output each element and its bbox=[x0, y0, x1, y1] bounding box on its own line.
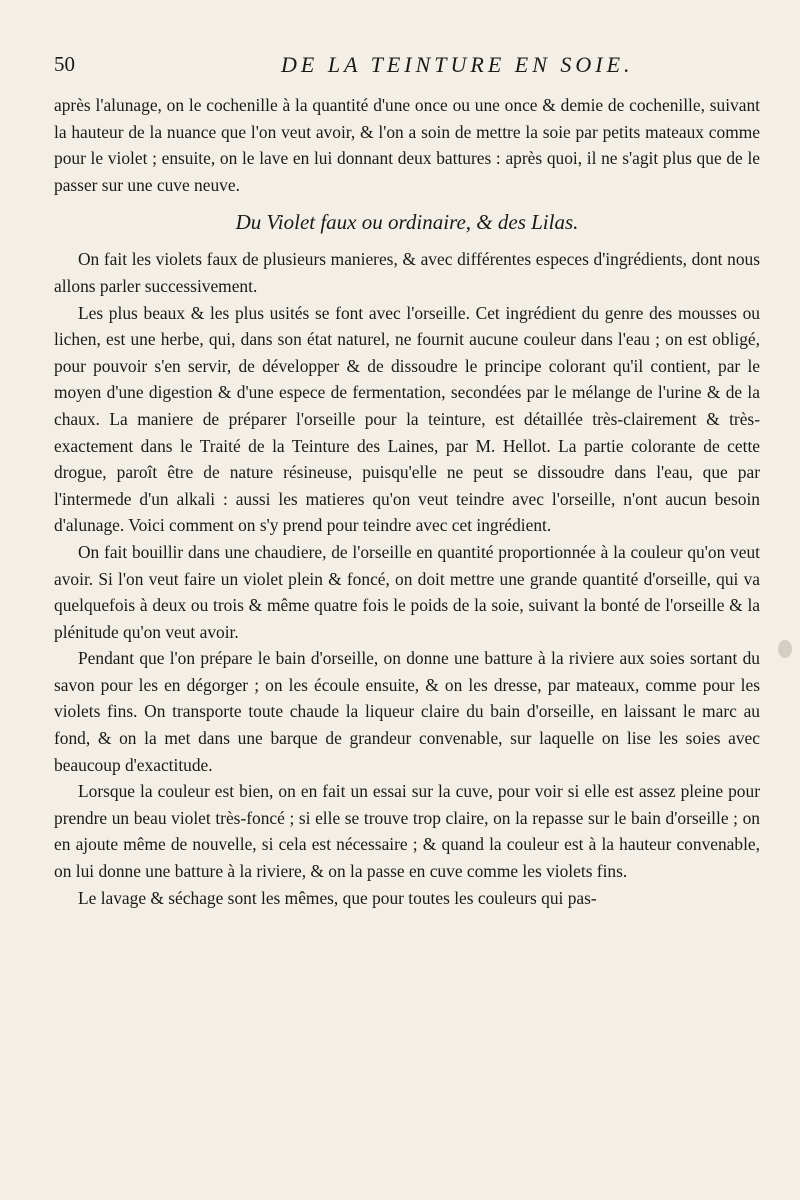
page-header bbox=[54, 52, 760, 92]
paper-stain bbox=[778, 640, 792, 658]
paragraph-5: Pendant que l'on prépare le bain d'orseille, on donne une batture à la riviere aux soies sortant du savon pour les en dégorger ; on les écoule ensuite, & on les dresse, par mateaux, comme pour les violets fins. On transporte toute chaude la liqueur claire du bain d'orseille, en laissant le marc au fond, & on la met dans une barque de grandeur convenable, sur laquelle on lise les soies avec beaucoup d'exactitude. bbox=[54, 648, 760, 775]
paragraph-1: après l'alunage, on le cochenille à la quantité d'une once ou une once & demie de cochenille, suivant la hauteur de la nuance que l'on veut avoir, & l'on a soin de mettre la soie par petits mateaux comme pour le violet ; ensuite, on le lave en lui donnant deux battures : après quoi, il ne s'agit plus que de le passer sur une cuve neuve. bbox=[54, 95, 760, 195]
paragraph-6: Lorsque la couleur est bien, on en fait un essai sur la cuve, pour voir si elle est assez pleine pour prendre un beau violet très-foncé ; si elle se trouve trop claire, on la repasse sur le bain d'orseille ; on en ajoute même de nouvelle, si cela est nécessaire ; & quand la couleur est à la hauteur convenable, on lui donne une batture à la riviere, & on la passe en cuve comme les violets fins. bbox=[54, 781, 760, 882]
paragraph-2: On fait les violets faux de plusieurs manieres, & avec différentes especes d'ingrédients, dont nous allons parler successivement. bbox=[54, 249, 760, 296]
paragraph-4: On fait bouillir dans une chaudiere, de l'orseille en quantité proportionnée à la couleur qu'on veut avoir. Si l'on veut faire un violet plein & foncé, on doit mettre une grande quantité d'orseille, qui va quelquefois à deux ou trois & même quatre fois le poids de la soie, suivant la bonté de l'orseille & la plénitude qu'on veut avoir. bbox=[54, 541, 760, 642]
page-number: 50 bbox=[54, 52, 75, 76]
section-heading: Du Violet faux ou ordinaire, & des Lilas. bbox=[235, 210, 579, 235]
running-title: DE LA TEINTURE EN SOIE. bbox=[281, 52, 634, 77]
body-text bbox=[54, 92, 760, 911]
paragraph-3: Les plus beaux & les plus usités se font avec l'orseille. Cet ingrédient du genre des mousses ou lichen, est une herbe, qui, dans son état naturel, ne fournit aucune couleur dans l'eau ; on est obligé, pour pouvoir s'en servir, de développer & de dissoudre le principe colorant qu'il contient, par le moyen d'une digestion & d'une espece de fermentation, secondées par le mélange de l'urine & de la chaux. La maniere de préparer l'orseille pour la teinture, est détaillée très-clairement & très-exactement dans le Traité de la Teinture des Laines, par M. Hellot. La partie colorante de cette drogue, paroît être de nature résineuse, puisqu'elle ne peut se dissoudre dans l'eau, que par l'intermede d'un alkali : aussi les matieres qu'on veut teindre avec l'orseille, n'ont aucun besoin d'alunage. Voici comment on s'y prend pour teindre avec cet ingrédient. bbox=[54, 302, 760, 536]
paragraph-7: Le lavage & séchage sont les mêmes, que pour toutes les couleurs qui pas- bbox=[78, 887, 597, 908]
